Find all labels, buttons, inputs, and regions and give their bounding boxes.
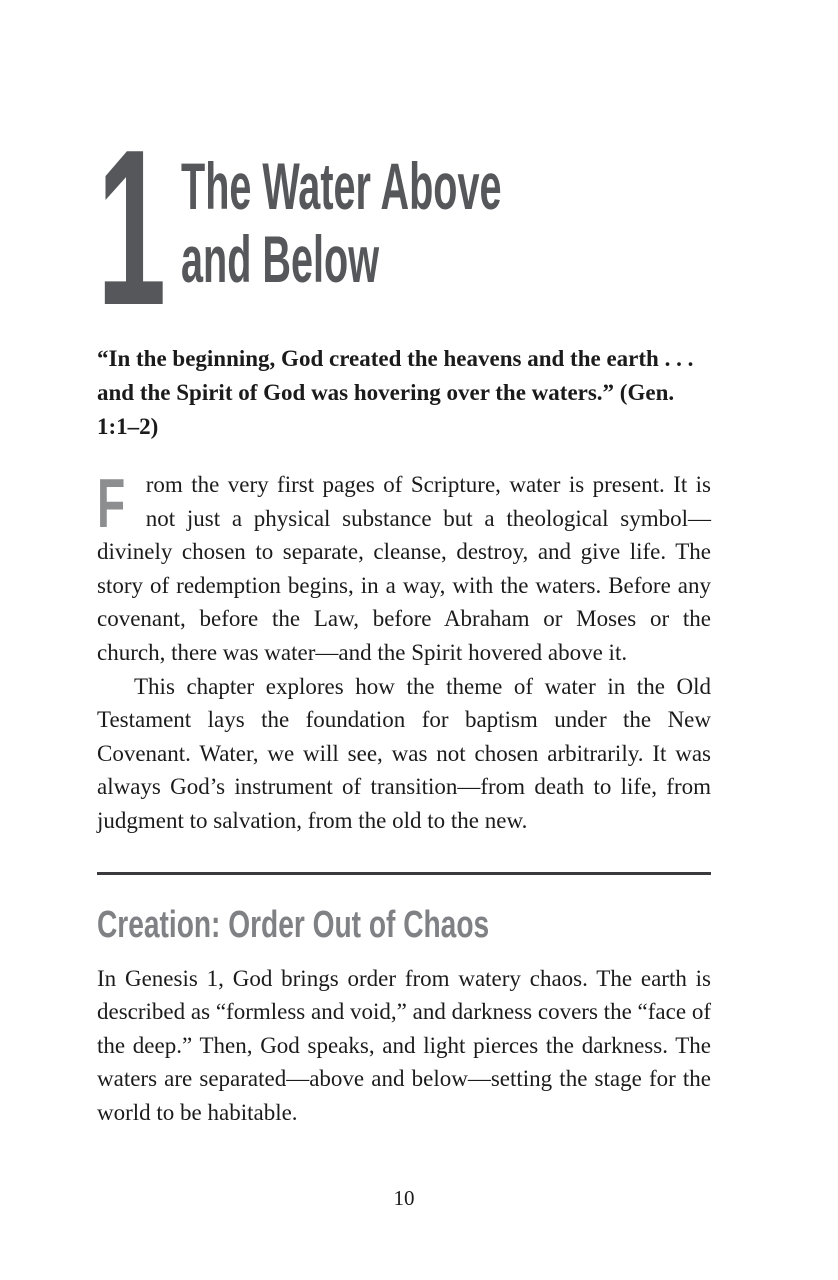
- chapter-title-line-1: The Water Above: [181, 149, 502, 223]
- chapter-title-line-2: and Below: [181, 222, 380, 296]
- text-column: [97, 0, 711, 1130]
- section-heading: Creation: Order Out of Chaos: [97, 903, 490, 946]
- chapter-number: 1: [97, 104, 163, 352]
- chapter-header: [97, 104, 711, 352]
- paragraph-opening-text: rom the very first pages of Scripture, water is present. It is not just a physical substance but a theological symbol—divinely chosen to separate, cleanse, destroy, and give life. The story of redemption begins, in a way, with the waters. Before any covenant, before the Law, before Abraham or Moses or the church, there was water—and the Spirit hovered above it.: [97, 472, 711, 665]
- epigraph: “In the beginning, God created the heavens and the earth . . . and the Spirit of God was hovering over the waters.” (Gen. 1:1–2): [97, 346, 694, 439]
- paragraph-second: This chapter explores how the theme of water in the Old Testament lays the foundation for baptism under the New Covenant. Water, we will see, was not chosen arbitrarily. It was always God’s instrument of transition—from death to life, from judgment to salvation, from the old to the new.: [97, 673, 711, 833]
- paragraph-opening: [97, 464, 711, 670]
- page-number: 10: [393, 1186, 415, 1210]
- dropcap-letter: F: [97, 464, 126, 542]
- paragraph-section: In Genesis 1, God brings order from watery chaos. The earth is described as “formless and void,” and darkness covers the “face of the deep.” Then, God speaks, and light pierces the darkness. The waters are separated—above and below—setting the stage for the world to be habitable.: [97, 965, 711, 1125]
- section-divider: [97, 872, 711, 875]
- chapter-title: [181, 150, 715, 296]
